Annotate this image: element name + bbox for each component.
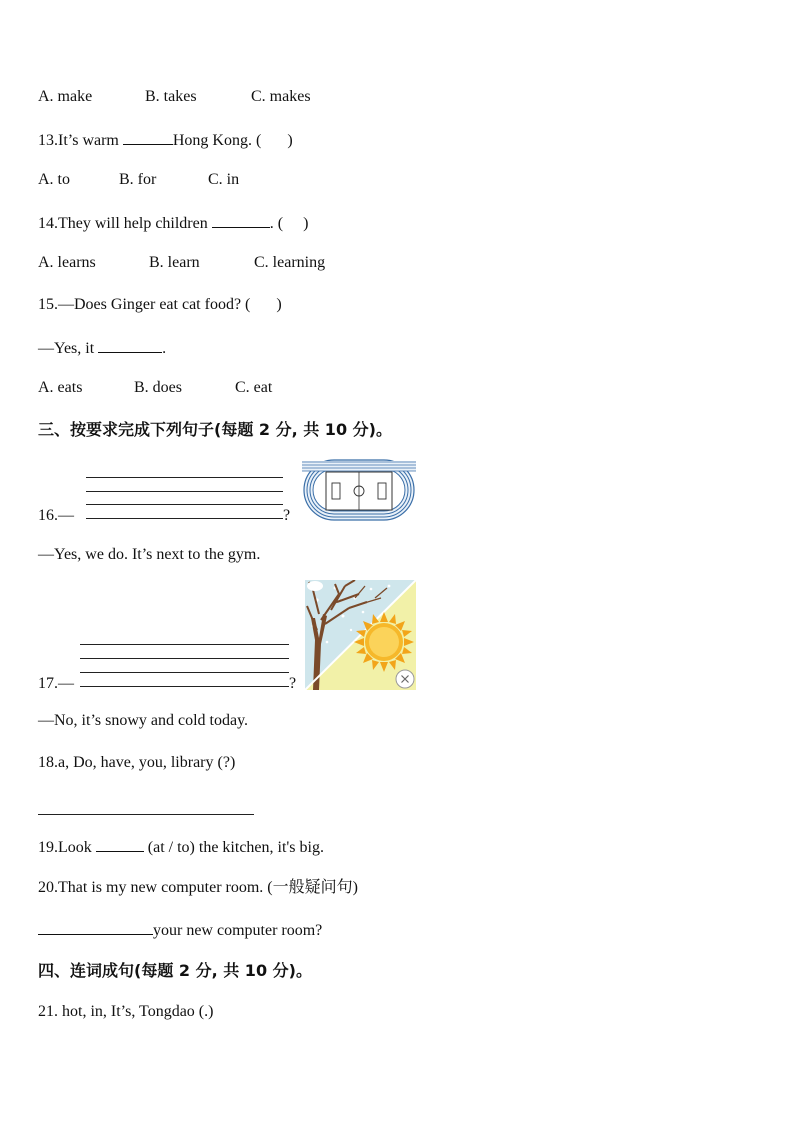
winter-tree-and-sun-picture — [305, 580, 416, 690]
question-text-before: They will help children — [58, 215, 212, 232]
writing-line[interactable] — [80, 644, 289, 645]
writing-line[interactable] — [80, 672, 289, 673]
writing-line[interactable] — [80, 658, 289, 659]
question-13 — [38, 129, 293, 151]
question-number: 17. — [38, 675, 58, 692]
question-text-after: (at / to) the kitchen, it's big. — [143, 839, 324, 856]
answer-suffix: your new computer room? — [153, 922, 323, 939]
question-number: 14. — [38, 215, 58, 232]
question-number: 16. — [38, 507, 58, 524]
question-text: Does Ginger eat cat food? ( — [74, 296, 251, 313]
answer-blank[interactable] — [212, 212, 270, 228]
dash: — — [58, 507, 74, 524]
option-b: B. takes — [145, 88, 197, 105]
question-text-before: Look — [58, 839, 96, 856]
option-c: C. in — [208, 171, 240, 188]
question-number: 18. — [38, 754, 58, 771]
question-17-reply: —No, it’s snowy and cold today. — [38, 712, 249, 729]
question-17 — [38, 674, 74, 694]
option-b: B. does — [134, 379, 182, 396]
q14-options — [38, 253, 325, 273]
option-a: A. learns — [38, 254, 96, 271]
question-number: 15. — [38, 296, 58, 313]
option-c: C. makes — [251, 88, 311, 105]
answer-blank[interactable] — [96, 836, 144, 852]
answer-line[interactable] — [38, 814, 254, 815]
question-number: 13. — [38, 132, 58, 149]
question-18 — [38, 753, 235, 773]
writing-line[interactable] — [86, 477, 283, 478]
section-3-heading: 三、按要求完成下列句子(每题 2 分, 共 10 分)。 — [38, 420, 392, 439]
question-text-after: . ( — [269, 215, 284, 232]
question-mark: ? — [283, 507, 291, 524]
option-c: C. learning — [254, 254, 326, 271]
answer-end: . — [162, 340, 167, 357]
question-16 — [38, 506, 74, 526]
question-14 — [38, 212, 308, 234]
question-15 — [38, 295, 282, 315]
q12-options — [38, 87, 311, 107]
q15-options — [38, 378, 272, 398]
paren-close: ) — [276, 296, 282, 313]
question-text: That is my new computer room. (一般疑问句) — [58, 879, 358, 896]
writing-line[interactable] — [86, 491, 283, 492]
section-4-heading: 四、连词成句(每题 2 分, 共 10 分)。 — [38, 961, 312, 980]
running-track-picture — [302, 458, 416, 522]
answer-prefix: —Yes, it — [38, 340, 99, 357]
option-a: A. make — [38, 88, 93, 105]
dash: — — [58, 675, 74, 692]
paren-close: ) — [303, 215, 309, 232]
question-20-answer-line — [38, 919, 322, 941]
answer-blank[interactable] — [98, 337, 162, 353]
writing-line[interactable] — [80, 686, 289, 687]
writing-line[interactable] — [86, 518, 283, 519]
question-mark: ? — [289, 675, 297, 692]
answer-blank[interactable] — [123, 129, 173, 145]
option-a: A. to — [38, 171, 70, 188]
dash: — — [58, 296, 74, 313]
question-number: 20. — [38, 879, 58, 896]
question-text-after: Hong Kong. ( — [172, 132, 262, 149]
question-number: 19. — [38, 839, 58, 856]
option-b: B. learn — [149, 254, 200, 271]
paren-close: ) — [287, 132, 293, 149]
question-21 — [38, 1002, 213, 1022]
option-b: B. for — [119, 171, 157, 188]
writing-line[interactable] — [86, 504, 283, 505]
question-text-before: It’s warm — [58, 132, 123, 149]
question-19 — [38, 836, 324, 858]
question-text: a, Do, have, you, library (?) — [58, 754, 236, 771]
question-text: hot, in, It’s, Tongdao (.) — [58, 1003, 214, 1020]
question-16-reply: —Yes, we do. It’s next to the gym. — [38, 546, 261, 563]
question-15-answer-line — [38, 337, 166, 359]
question-number: 21. — [38, 1003, 58, 1020]
q13-options — [38, 170, 239, 190]
question-20 — [38, 878, 358, 898]
option-c: C. eat — [235, 379, 273, 396]
option-a: A. eats — [38, 379, 83, 396]
answer-blank[interactable] — [38, 919, 153, 935]
